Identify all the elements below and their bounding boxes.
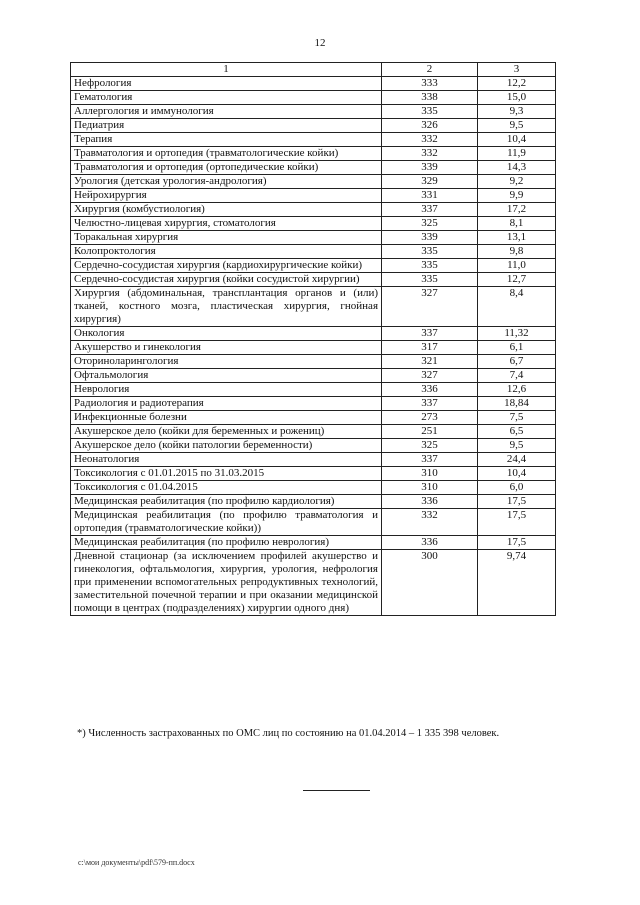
row-col3-cell: 11,0 bbox=[478, 259, 556, 273]
row-col2-cell: 337 bbox=[382, 203, 478, 217]
row-col3-cell: 12,2 bbox=[478, 77, 556, 91]
row-col3-cell: 10,4 bbox=[478, 133, 556, 147]
row-col2-cell: 335 bbox=[382, 273, 478, 287]
row-name-cell: Неонатология bbox=[71, 453, 382, 467]
table-row bbox=[71, 133, 556, 147]
row-col2-cell: 321 bbox=[382, 355, 478, 369]
row-col3-cell: 18,84 bbox=[478, 397, 556, 411]
row-col2-cell: 273 bbox=[382, 411, 478, 425]
table-row bbox=[71, 327, 556, 341]
row-col2-cell: 331 bbox=[382, 189, 478, 203]
row-col2-cell: 337 bbox=[382, 397, 478, 411]
row-col3-cell: 9,3 bbox=[478, 105, 556, 119]
table-row bbox=[71, 273, 556, 287]
row-col2-cell: 332 bbox=[382, 509, 478, 536]
row-name-cell: Хирургия (комбустиология) bbox=[71, 203, 382, 217]
header-cell-3: 3 bbox=[478, 63, 556, 77]
row-name-cell: Радиология и радиотерапия bbox=[71, 397, 382, 411]
row-col3-cell: 9,2 bbox=[478, 175, 556, 189]
row-col3-cell: 9,74 bbox=[478, 550, 556, 616]
table-row bbox=[71, 481, 556, 495]
row-col2-cell: 325 bbox=[382, 439, 478, 453]
row-col3-cell: 13,1 bbox=[478, 231, 556, 245]
row-name-cell: Акушерское дело (койки для беременных и рожениц) bbox=[71, 425, 382, 439]
row-col2-cell: 339 bbox=[382, 161, 478, 175]
table-row bbox=[71, 189, 556, 203]
row-col3-cell: 8,4 bbox=[478, 287, 556, 327]
row-col2-cell: 325 bbox=[382, 217, 478, 231]
table-row bbox=[71, 217, 556, 231]
row-name-cell: Нефрология bbox=[71, 77, 382, 91]
table-row bbox=[71, 287, 556, 327]
table-row bbox=[71, 550, 556, 616]
table-row bbox=[71, 161, 556, 175]
table-row bbox=[71, 175, 556, 189]
row-col3-cell: 9,5 bbox=[478, 119, 556, 133]
row-col2-cell: 300 bbox=[382, 550, 478, 616]
row-col2-cell: 310 bbox=[382, 467, 478, 481]
row-col2-cell: 317 bbox=[382, 341, 478, 355]
row-col2-cell: 251 bbox=[382, 425, 478, 439]
row-col2-cell: 336 bbox=[382, 536, 478, 550]
row-col2-cell: 335 bbox=[382, 105, 478, 119]
table-row bbox=[71, 147, 556, 161]
row-col2-cell: 327 bbox=[382, 287, 478, 327]
row-col3-cell: 8,1 bbox=[478, 217, 556, 231]
row-col3-cell: 7,4 bbox=[478, 369, 556, 383]
row-col2-cell: 337 bbox=[382, 453, 478, 467]
table-row bbox=[71, 341, 556, 355]
row-name-cell: Сердечно-сосудистая хирургия (кардиохирургические койки) bbox=[71, 259, 382, 273]
row-name-cell: Инфекционные болезни bbox=[71, 411, 382, 425]
row-col2-cell: 332 bbox=[382, 147, 478, 161]
table-row bbox=[71, 203, 556, 217]
row-col3-cell: 6,7 bbox=[478, 355, 556, 369]
row-col2-cell: 332 bbox=[382, 133, 478, 147]
row-col3-cell: 11,9 bbox=[478, 147, 556, 161]
row-col2-cell: 337 bbox=[382, 327, 478, 341]
table-row bbox=[71, 467, 556, 481]
row-name-cell: Гематология bbox=[71, 91, 382, 105]
row-name-cell: Неврология bbox=[71, 383, 382, 397]
row-col2-cell: 339 bbox=[382, 231, 478, 245]
row-col3-cell: 6,0 bbox=[478, 481, 556, 495]
row-name-cell: Челюстно-лицевая хирургия, стоматология bbox=[71, 217, 382, 231]
table-row bbox=[71, 231, 556, 245]
row-col3-cell: 17,5 bbox=[478, 495, 556, 509]
table-row bbox=[71, 536, 556, 550]
row-name-cell: Оториноларингология bbox=[71, 355, 382, 369]
page-number: 12 bbox=[314, 37, 326, 49]
footnote: *) Численность застрахованных по ОМС лиц по состоянию на 01.04.2014 – 1 335 398 человек. bbox=[77, 728, 500, 739]
row-col2-cell: 310 bbox=[382, 481, 478, 495]
row-col2-cell: 335 bbox=[382, 259, 478, 273]
row-col3-cell: 10,4 bbox=[478, 467, 556, 481]
table-row bbox=[71, 369, 556, 383]
header-cell-2: 2 bbox=[382, 63, 478, 77]
table-row bbox=[71, 91, 556, 105]
header-cell-1: 1 bbox=[71, 63, 382, 77]
row-col3-cell: 11,32 bbox=[478, 327, 556, 341]
row-col3-cell: 12,6 bbox=[478, 383, 556, 397]
row-name-cell: Медицинская реабилитация (по профилю травматология и ортопедия (травматологические койки)) bbox=[71, 509, 382, 536]
row-name-cell: Колопроктология bbox=[71, 245, 382, 259]
row-name-cell: Сердечно-сосудистая хирургия (койки сосудистой хирургии) bbox=[71, 273, 382, 287]
row-name-cell: Нейрохирургия bbox=[71, 189, 382, 203]
row-name-cell: Токсикология с 01.04.2015 bbox=[71, 481, 382, 495]
file-path: c:\мои документы\pdf\579-пп.docx bbox=[78, 858, 195, 867]
row-col3-cell: 24,4 bbox=[478, 453, 556, 467]
row-col3-cell: 9,8 bbox=[478, 245, 556, 259]
row-name-cell: Педиатрия bbox=[71, 119, 382, 133]
row-col2-cell: 326 bbox=[382, 119, 478, 133]
row-col3-cell: 6,1 bbox=[478, 341, 556, 355]
row-col3-cell: 15,0 bbox=[478, 91, 556, 105]
row-col2-cell: 336 bbox=[382, 495, 478, 509]
row-col2-cell: 327 bbox=[382, 369, 478, 383]
table-row bbox=[71, 119, 556, 133]
table-row bbox=[71, 245, 556, 259]
row-col3-cell: 14,3 bbox=[478, 161, 556, 175]
row-name-cell: Терапия bbox=[71, 133, 382, 147]
table-row bbox=[71, 425, 556, 439]
row-col3-cell: 9,9 bbox=[478, 189, 556, 203]
table-row bbox=[71, 411, 556, 425]
table-row bbox=[71, 355, 556, 369]
table-row bbox=[71, 77, 556, 91]
signature-line bbox=[303, 790, 370, 791]
row-name-cell: Акушерское дело (койки патологии беременности) bbox=[71, 439, 382, 453]
row-col2-cell: 338 bbox=[382, 91, 478, 105]
table-row bbox=[71, 495, 556, 509]
table-row bbox=[71, 259, 556, 273]
row-col2-cell: 329 bbox=[382, 175, 478, 189]
row-col3-cell: 17,5 bbox=[478, 536, 556, 550]
table-row bbox=[71, 453, 556, 467]
row-col3-cell: 6,5 bbox=[478, 425, 556, 439]
row-col2-cell: 336 bbox=[382, 383, 478, 397]
row-name-cell: Травматология и ортопедия (травматологические койки) bbox=[71, 147, 382, 161]
row-name-cell: Онкология bbox=[71, 327, 382, 341]
row-col3-cell: 17,5 bbox=[478, 509, 556, 536]
row-name-cell: Урология (детская урология-андрология) bbox=[71, 175, 382, 189]
table-row bbox=[71, 397, 556, 411]
row-name-cell: Токсикология с 01.01.2015 по 31.03.2015 bbox=[71, 467, 382, 481]
row-name-cell: Офтальмология bbox=[71, 369, 382, 383]
row-name-cell: Медицинская реабилитация (по профилю кардиология) bbox=[71, 495, 382, 509]
row-col3-cell: 9,5 bbox=[478, 439, 556, 453]
row-name-cell: Аллергология и иммунология bbox=[71, 105, 382, 119]
data-table bbox=[70, 62, 556, 616]
table-row bbox=[71, 105, 556, 119]
row-name-cell: Травматология и ортопедия (ортопедические койки) bbox=[71, 161, 382, 175]
row-name-cell: Торакальная хирургия bbox=[71, 231, 382, 245]
row-name-cell: Медицинская реабилитация (по профилю неврология) bbox=[71, 536, 382, 550]
table-row bbox=[71, 439, 556, 453]
row-name-cell: Хирургия (абдоминальная, трансплантация органов и (или) тканей, костного мозга, пластическая хирургия, гнойная хирургия) bbox=[71, 287, 382, 327]
table-row bbox=[71, 509, 556, 536]
row-col3-cell: 12,7 bbox=[478, 273, 556, 287]
row-name-cell: Дневной стационар (за исключением профилей акушерство и гинекология, офтальмология, хирургия, урология, нефрология при применении вспомогательных репродуктивных технологий, заместительной почечной терапии и при оказании медицинской помощи в центрах (подразделениях) хирургии одного дня) bbox=[71, 550, 382, 616]
row-col3-cell: 17,2 bbox=[478, 203, 556, 217]
row-col3-cell: 7,5 bbox=[478, 411, 556, 425]
row-name-cell: Акушерство и гинекология bbox=[71, 341, 382, 355]
table-row bbox=[71, 383, 556, 397]
row-col2-cell: 335 bbox=[382, 245, 478, 259]
table-header-row bbox=[71, 63, 556, 77]
row-col2-cell: 333 bbox=[382, 77, 478, 91]
